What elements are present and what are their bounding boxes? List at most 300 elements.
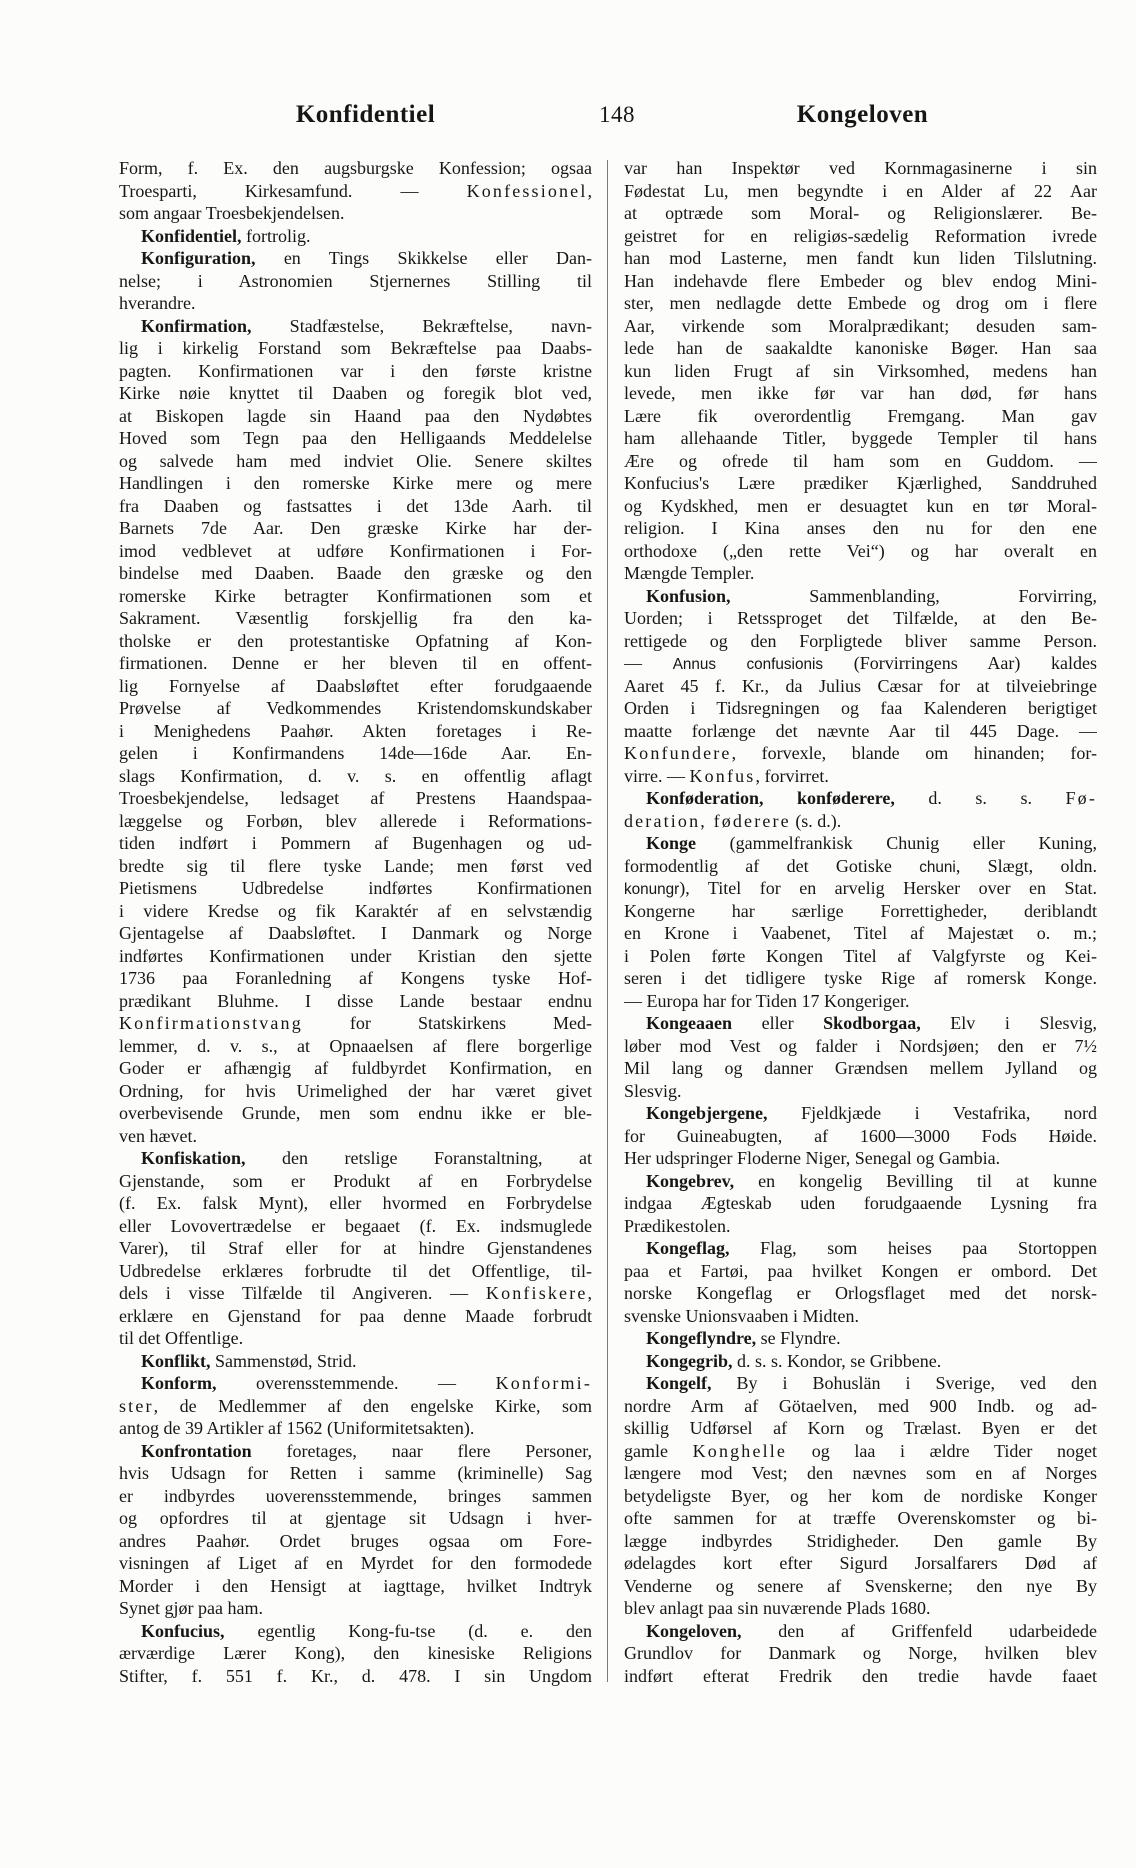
text-line <box>624 945 1097 968</box>
text-line <box>119 630 592 653</box>
text-run: Troesparti, Kirkesamfund. — <box>119 180 467 201</box>
spaced-term: Konghelle <box>692 1440 788 1461</box>
text-line <box>119 967 592 990</box>
dictionary-entry <box>624 1372 1097 1620</box>
spaced-term: Konformi- <box>495 1373 592 1393</box>
text-line <box>624 292 1097 315</box>
text-run: By i Bohuslän i Sverige, ved den <box>711 1373 1097 1393</box>
text-run: egentlig Kong-fu-tse (d. e. den <box>224 1620 592 1641</box>
text-run: længere mod Vest; den nævnes som en af Norges <box>624 1463 1097 1483</box>
text-run: Fjeldkjæde i Vestafrika, nord <box>767 1103 1097 1123</box>
dictionary-entry <box>624 585 1097 788</box>
text-line <box>119 810 592 833</box>
text-run: d. s. s. Kondor, se Gribbene. <box>732 1350 942 1371</box>
text-line <box>624 1417 1097 1440</box>
text-line <box>119 1350 592 1373</box>
text-line <box>119 1372 592 1395</box>
text-line <box>624 607 1097 630</box>
column-divider <box>607 160 608 1682</box>
text-run: den af Griffenfeld udarbeidede <box>741 1620 1097 1641</box>
text-line <box>624 495 1097 518</box>
text-line <box>119 1395 592 1418</box>
text-run: geistret for en religiøs-sædelig Reformation ivrede <box>624 225 1097 246</box>
text-run: lig Fornyelse af Daabsløftet efter forudgaaende <box>119 675 592 696</box>
text-run: formodentlig af det Gotiske <box>624 855 920 876</box>
text-run: , Slægt, oldn. <box>955 855 1097 876</box>
text-run: pagten. Konfirmationen var i den første kristne <box>119 360 592 381</box>
text-line <box>624 1192 1097 1215</box>
text-line <box>624 1440 1097 1463</box>
text-line <box>624 540 1097 563</box>
headword: Kongeflyndre, <box>646 1328 757 1348</box>
text-run: tiden indført i Pommern af Bugenhagen og ud- <box>119 833 592 853</box>
text-line <box>119 517 592 540</box>
text-line <box>624 1485 1097 1508</box>
text-run: Sakrament. Væsentlig forskjellig fra den ka- <box>119 608 592 628</box>
text-run: virre. — <box>624 765 690 786</box>
dictionary-entry <box>624 1237 1097 1327</box>
text-run: — <box>624 653 673 673</box>
text-line <box>119 1642 592 1665</box>
text-run: Sammenstød, Strid. <box>210 1350 357 1371</box>
text-run: slags Konfirmation, d. v. s. en offentlig aflagt <box>119 765 592 786</box>
text-line <box>624 1035 1097 1058</box>
text-line <box>119 765 592 788</box>
text-run: Stifter, f. 551 f. Kr., d. 478. I sin Ungdom <box>119 1665 592 1686</box>
text-run: den retslige Foranstaltning, at <box>245 1148 592 1168</box>
text-run: at Biskopen lagde sin Haand paa den Nydøbtes <box>119 405 592 426</box>
text-line <box>119 1440 592 1463</box>
text-run: indført efterat Fredrik den tredie havde faaet <box>624 1665 1097 1686</box>
text-line <box>119 450 592 473</box>
text-run: Grundlov for Danmark og Norge, hvilken blev <box>624 1643 1097 1663</box>
text-line <box>624 630 1097 653</box>
spaced-term: deration, føderere <box>624 810 791 831</box>
dictionary-entry <box>119 1350 592 1373</box>
text-line <box>119 1530 592 1553</box>
text-line <box>624 585 1097 608</box>
text-run: kun liden Frugt af sin Virksomhed, medens han <box>624 360 1097 381</box>
text-run: blev anlagt paa sin nuværende Plads 1680. <box>624 1598 931 1618</box>
spaced-term: ster <box>119 1395 154 1416</box>
text-line <box>624 832 1097 855</box>
text-line <box>119 1102 592 1125</box>
text-run: Troesbekjendelse, ledsaget af Prestens Haandspaa- <box>119 788 592 808</box>
text-run: Varer), til Straf eller for at hindre Gjenstandenes <box>119 1238 592 1258</box>
text-run: for Guineabugten, af 1600—3000 Fods Høide. <box>624 1125 1097 1146</box>
text-line <box>624 315 1097 338</box>
text-run: tholske er den protestantiske Opfatning af Kon- <box>119 630 592 651</box>
running-head-first-word: Konfidentiel <box>295 101 436 128</box>
text-run: seren i det tidligere tyske Rige af romersk Konge. <box>624 968 1097 988</box>
text-line <box>119 180 592 203</box>
text-line <box>624 247 1097 270</box>
text-run: Flag, som heises paa Stortoppen <box>729 1238 1097 1258</box>
text-run: eller <box>732 1013 824 1033</box>
text-run: orthodoxe („den rette Vei“) og har overalt en <box>624 540 1097 561</box>
text-run: Hoved som Tegn paa den Helligaands Meddelelse <box>119 428 592 448</box>
text-line <box>624 1507 1097 1530</box>
text-line <box>119 1417 592 1440</box>
spaced-term: Konfundere <box>624 743 732 763</box>
text-line <box>624 652 1097 675</box>
text-run: erklære en Gjenstand for paa denne Maade forbrudt <box>119 1305 592 1326</box>
text-line <box>624 720 1097 743</box>
headword: Kongeaaen <box>646 1013 733 1033</box>
text-line <box>624 1080 1097 1103</box>
text-run: ven hævet. <box>119 1125 197 1146</box>
text-line <box>624 180 1097 203</box>
text-line <box>624 967 1097 990</box>
page-number: 148 <box>599 102 635 127</box>
text-run: Synet gjør paa ham. <box>119 1598 263 1618</box>
text-line <box>624 1147 1097 1170</box>
text-line <box>119 315 592 338</box>
text-line <box>624 382 1097 405</box>
text-run: at optræde som Moral- og Religionslærer. Be- <box>624 203 1097 223</box>
text-line <box>624 1057 1097 1080</box>
text-line <box>119 1170 592 1193</box>
text-line <box>624 1597 1097 1620</box>
text-line <box>119 1215 592 1238</box>
text-line <box>624 225 1097 248</box>
text-run: Konfucius's Lære prædiker Kjærlighed, Sanddruhed <box>624 473 1097 493</box>
dictionary-entry <box>119 157 592 225</box>
text-line <box>119 787 592 810</box>
text-line <box>624 675 1097 698</box>
text-line <box>119 472 592 495</box>
text-line <box>624 450 1097 473</box>
text-line <box>624 1215 1097 1238</box>
text-line <box>624 1260 1097 1283</box>
text-run: lig i kirkelig Forstand som Bekræftelse paa Daabs- <box>119 338 592 358</box>
text-line <box>624 877 1097 900</box>
text-run: , <box>587 1283 592 1303</box>
text-run: prædikant Bluhme. I disse Lande bestaar endnu <box>119 990 592 1011</box>
text-line <box>119 585 592 608</box>
text-run: Orden i Tidsregningen og faa Kalenderen berigtiget <box>624 698 1097 718</box>
text-line <box>119 337 592 360</box>
text-line <box>624 405 1097 428</box>
text-run: indførtes Konfirmationen under Kristian den sjette <box>119 945 592 966</box>
text-line <box>119 495 592 518</box>
text-run: svenske Unionsvaaben i Midten. <box>624 1305 859 1326</box>
dictionary-entry <box>624 1012 1097 1102</box>
text-line <box>119 247 592 270</box>
text-line <box>119 922 592 945</box>
text-line <box>119 742 592 765</box>
text-line <box>119 225 592 248</box>
headword: Konfucius, <box>141 1620 225 1641</box>
text-run: paa et Fartøi, paa hvilket Kongen er ombord. Det <box>624 1260 1097 1281</box>
text-line <box>624 1125 1097 1148</box>
text-run: Ordning, for hvis Urimelighed der har været givet <box>119 1080 592 1101</box>
text-run: en Tings Skikkelse eller Dan- <box>255 248 592 268</box>
dictionary-entry <box>624 1327 1097 1350</box>
text-run: lede han de saakaldte kanoniske Bøger. Han saa <box>624 338 1097 358</box>
text-line <box>119 652 592 675</box>
text-run: Lære fik overordentlig Fremgang. Man gav <box>624 405 1097 426</box>
text-run: (f. Ex. falsk Mynt), eller hvormed en Forbrydelse <box>119 1193 592 1213</box>
text-run: maatte forlænge det nævnte Aar til 445 Dage. — <box>624 720 1097 741</box>
text-line <box>624 1372 1097 1395</box>
text-run: d. s. s. <box>894 788 1066 808</box>
text-run: betydeligste Byer, og her kom de nordiske Konger <box>624 1485 1097 1506</box>
text-run: ham allehaande Titler, byggede Templer til hans <box>624 428 1097 448</box>
text-run: indgaa Ægteskab uden forudgaaende Lysning fra <box>624 1193 1097 1213</box>
spaced-term: Konfus <box>689 765 756 786</box>
text-line <box>119 1192 592 1215</box>
text-line <box>119 1260 592 1283</box>
text-line <box>119 1080 592 1103</box>
text-run: religion. I Kina anses den nu for den ene <box>624 518 1097 538</box>
text-run: overensstemmende. — <box>216 1373 496 1393</box>
text-run: Elv i Slesvig, <box>920 1013 1097 1033</box>
text-run: firmationen. Denne er her bleven til en offent- <box>119 653 592 673</box>
text-run: til det Offentlige. <box>119 1328 244 1348</box>
text-line <box>119 270 592 293</box>
text-line <box>624 1642 1097 1665</box>
text-line <box>119 202 592 225</box>
text-run: ærværdige Lærer Kong), den kinesiske Religions <box>119 1643 592 1663</box>
text-run: skillig Udførsel af Korn og Trælast. Byen er det <box>624 1418 1097 1438</box>
headword: Konfusion, <box>646 585 731 606</box>
dictionary-entry <box>119 315 592 1148</box>
text-line <box>624 1575 1097 1598</box>
text-run: Slesvig. <box>624 1080 682 1101</box>
text-run: Prædikestolen. <box>624 1215 731 1236</box>
dictionary-entry <box>119 1620 592 1688</box>
headword: Konflikt, <box>141 1350 211 1371</box>
text-line <box>624 1620 1097 1643</box>
text-run: Udbredelse erklæres forbrudte til det Offentlige, til- <box>119 1260 592 1281</box>
text-line <box>119 292 592 315</box>
text-line <box>119 360 592 383</box>
text-line <box>624 1305 1097 1328</box>
dictionary-entry <box>624 832 1097 1012</box>
text-run: andres Paahør. Ordet bruges ogsaa om Fore- <box>119 1530 592 1551</box>
text-line <box>624 1530 1097 1553</box>
text-line <box>119 427 592 450</box>
headword: Konge <box>646 833 697 853</box>
text-line <box>624 472 1097 495</box>
text-line <box>119 1327 592 1350</box>
text-run: en Krone i Vaabenet, Titel af Majestæt o. m.; <box>624 923 1097 943</box>
text-run: og laa i ældre Tider noget <box>787 1440 1097 1461</box>
text-line <box>624 900 1097 923</box>
left-column <box>119 157 592 1687</box>
dictionary-entry <box>624 1102 1097 1170</box>
text-run: Mil lang og danner Grændsen mellem Jylland og <box>624 1058 1097 1078</box>
text-run: hverandre. <box>119 293 196 313</box>
text-line <box>119 1620 592 1643</box>
text-run: Stadfæstelse, Bekræftelse, navn- <box>251 315 592 336</box>
text-run: løber mod Vest og falder i Nordsjøen; den er 7½ <box>624 1035 1097 1056</box>
text-run: fortrolig. <box>241 225 311 246</box>
dictionary-entry <box>624 1350 1097 1373</box>
text-line <box>624 1350 1097 1373</box>
text-line <box>119 382 592 405</box>
spaced-term: Fø- <box>1065 788 1097 808</box>
spaced-term: Konfessionel <box>466 180 588 201</box>
headword: Konfidentiel, <box>141 225 242 246</box>
text-line <box>624 270 1097 293</box>
text-line <box>624 1170 1097 1193</box>
text-line <box>624 765 1097 788</box>
text-run: Sammenblanding, Forvirring, <box>730 585 1097 606</box>
text-run: ster, men nedlagde dette Embede og drog om i flere <box>624 293 1097 313</box>
text-run: Handlingen i den romerske Kirke mere og mere <box>119 473 592 493</box>
text-run: i Menighedens Paahør. Akten foretages i Re- <box>119 720 592 741</box>
text-run: var han Inspektør ved Kornmagasinerne i sin <box>624 158 1097 178</box>
text-run: nordre Arm af Götaelven, med 900 Indb. og ad- <box>624 1395 1097 1416</box>
text-line <box>119 540 592 563</box>
dictionary-entry <box>119 247 592 315</box>
text-run: Aaret 45 f. Kr., da Julius Cæsar for at tilveiebringe <box>624 675 1097 696</box>
text-run: norske Kongeflag er Orlogsflaget med det norsk- <box>624 1283 1097 1303</box>
text-line <box>119 1282 592 1305</box>
text-run: foretages, naar flere Personer, <box>251 1440 592 1461</box>
text-run: , de Medlemmer af den engelske Kirke, som <box>153 1395 592 1416</box>
dictionary-entry <box>119 1372 592 1440</box>
headword: Kongebjergene, <box>646 1103 768 1123</box>
text-line <box>624 697 1097 720</box>
text-run: bindelse med Daaben. Baade den græske og den <box>119 563 592 583</box>
text-line <box>624 922 1097 945</box>
latin-term: chuni <box>919 858 956 876</box>
text-line <box>119 1012 592 1035</box>
text-line <box>119 1147 592 1170</box>
text-run: (Forvirringens Aar) kaldes <box>823 653 1097 673</box>
text-line <box>624 1462 1097 1485</box>
text-run: (gammelfrankisk Chunig eller Kuning, <box>696 833 1097 853</box>
text-line <box>119 1597 592 1620</box>
headword: Konfirmation, <box>141 315 252 336</box>
text-line <box>624 1395 1097 1418</box>
running-head-last-word: Kongeloven <box>796 101 929 128</box>
text-run: Mængde Templer. <box>624 563 755 583</box>
text-run: fra Daaben og fastsattes i det 13de Aarh. til <box>119 495 592 516</box>
text-run: Goder er afhængig af fuldbyrdet Konfirmation, en <box>119 1058 592 1078</box>
text-line <box>119 855 592 878</box>
text-run: romerske Kirke betragter Konfirmationen som et <box>119 585 592 606</box>
right-column <box>624 157 1097 1687</box>
text-run: (s. d.). <box>790 810 842 831</box>
text-line <box>119 1575 592 1598</box>
text-run: Prøvelse af Vedkommendes Kristendomskundskaber <box>119 698 592 718</box>
text-run: bredte sig til flere tyske Lande; men først ved <box>119 855 592 876</box>
text-line <box>119 900 592 923</box>
text-run: rettigede og den Forpligtede bliver samme Person. <box>624 630 1097 651</box>
text-run: imod vedblevet at udføre Konfirmationen i For- <box>119 540 592 561</box>
headword: Kongelf, <box>646 1373 712 1393</box>
text-line <box>624 1552 1097 1575</box>
text-line <box>119 720 592 743</box>
text-line <box>624 360 1097 383</box>
text-line <box>624 517 1097 540</box>
text-line <box>119 405 592 428</box>
text-line <box>119 697 592 720</box>
text-line <box>119 1552 592 1575</box>
text-run: Aar, virkende som Moralprædikant; desuden sam- <box>624 315 1097 336</box>
text-line <box>119 562 592 585</box>
headword: Kongeflag, <box>646 1238 730 1258</box>
text-line <box>119 1462 592 1485</box>
dictionary-entry <box>624 1170 1097 1238</box>
text-line <box>624 562 1097 585</box>
text-run: gelen i Konfirmandens 14de—16de Aar. En- <box>119 743 592 763</box>
text-line <box>119 1125 592 1148</box>
text-run: ødelagdes kort efter Sigurd Jorsalfarers Død af <box>624 1553 1097 1573</box>
text-line <box>119 1035 592 1058</box>
text-run: nelse; i Astronomien Stjernernes Stilling til <box>119 270 592 291</box>
text-run: Ære og ofrede til ham som en Guddom. — <box>624 450 1097 471</box>
text-line <box>119 832 592 855</box>
dictionary-entry <box>624 157 1097 585</box>
text-line <box>119 675 592 698</box>
text-run: en kongelig Bevilling til at kunne <box>734 1170 1097 1191</box>
text-run: ofte sammen for at træffe Overenskomster og bi- <box>624 1508 1097 1528</box>
text-line <box>119 1507 592 1530</box>
headword: Konfrontation <box>141 1440 252 1461</box>
text-line <box>119 945 592 968</box>
text-line <box>119 1485 592 1508</box>
text-line <box>119 1057 592 1080</box>
text-run: Kongerne har særlige Forrettigheder, deriblandt <box>624 900 1097 921</box>
text-run: levede, men ikke før var han død, før hans <box>624 383 1097 403</box>
text-line <box>624 1282 1097 1305</box>
dictionary-entry <box>119 225 592 248</box>
text-line <box>624 157 1097 180</box>
text-line <box>624 990 1097 1013</box>
dictionary-entry <box>119 1147 592 1350</box>
text-run: Form, f. Ex. den augsburgske Konfession; ogsaa <box>119 158 592 178</box>
headword: Kongeloven, <box>646 1620 742 1641</box>
text-run: — Europa har for Tiden 17 Kongeriger. <box>624 990 910 1011</box>
headword: Konform, <box>141 1373 217 1393</box>
text-run: Fødestat Lu, men begyndte i en Alder af 22 Aar <box>624 180 1097 201</box>
text-run: og Kydskhed, men er desuagtet kun en tør Moral- <box>624 495 1097 516</box>
text-run: som angaar Troesbekjendelsen. <box>119 203 345 223</box>
text-line <box>624 1665 1097 1688</box>
text-line <box>119 1665 592 1688</box>
dictionary-entry <box>624 787 1097 832</box>
text-line <box>119 157 592 180</box>
spaced-term: Konfirmationstvang <box>119 1013 303 1033</box>
text-run: læggelse og Forbøn, blev allerede i Reformations- <box>119 810 592 831</box>
text-run: Kirke nøie knyttet til Daaben og foregik blot ved, <box>119 383 592 403</box>
headword: Kongebrev, <box>646 1170 735 1191</box>
text-run: visningen af Liget af en Myrdet for den formodede <box>119 1553 592 1573</box>
text-run: Gjentagelse af Daabsløftet. I Danmark og Norge <box>119 923 592 943</box>
text-run: , forvirret. <box>755 765 829 786</box>
text-run: Uorden; i Retssproget det Tilfælde, at den Be- <box>624 608 1097 628</box>
text-run: , <box>587 180 592 201</box>
text-line <box>624 427 1097 450</box>
dictionary-entry <box>624 1620 1097 1688</box>
text-run: hvis Udsagn for Retten i samme (kriminelle) Sag <box>119 1463 592 1483</box>
text-run: lemmer, d. v. s., at Opnaaelsen af flere borgerlige <box>119 1035 592 1056</box>
text-line <box>624 1327 1097 1350</box>
text-run: i videre Kredse og fik Karaktér af en selvstændig <box>119 900 592 921</box>
latin-term: Annus confusionis <box>672 656 824 673</box>
text-line <box>119 1305 592 1328</box>
text-run: 1736 paa Foranledning af Kongens tyske Hof- <box>119 968 592 988</box>
text-run: han mod Lasterne, men fandt kun liden Tilslutning. <box>624 248 1097 268</box>
text-line <box>119 990 592 1013</box>
text-run: Han indehavde flere Embeder og blev endog Mini- <box>624 270 1097 291</box>
text-line <box>624 1237 1097 1260</box>
